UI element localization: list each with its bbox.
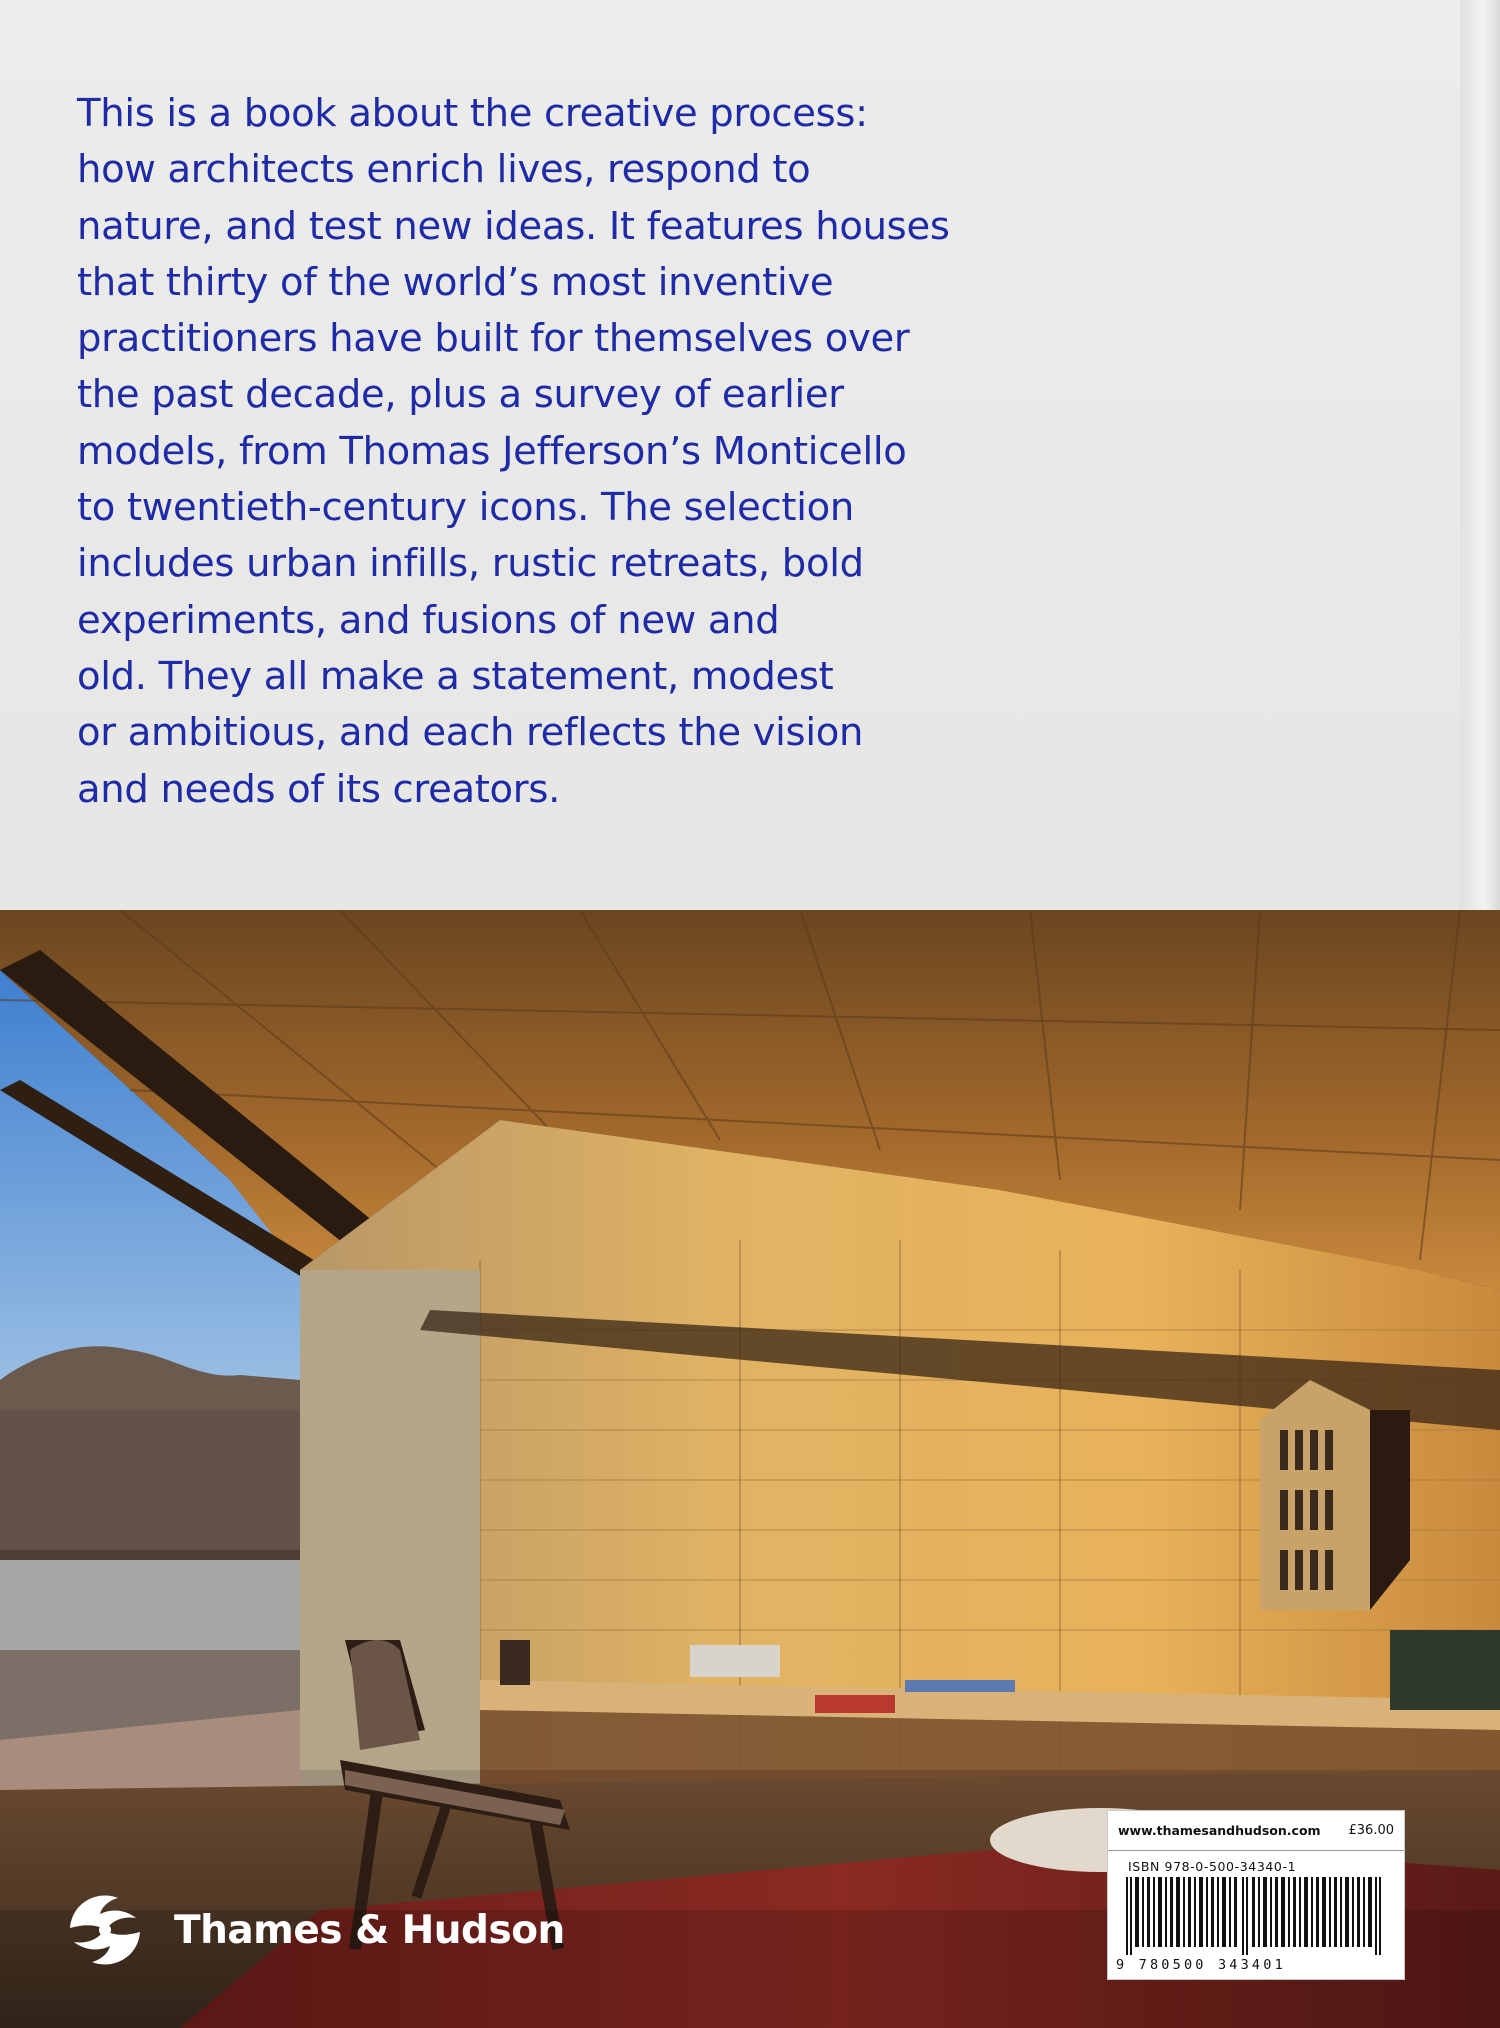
publisher-website: www.thamesandhudson.com [1118, 1823, 1321, 1838]
blurb-text [77, 86, 957, 818]
blurb-line: and needs of its creators. [77, 766, 561, 812]
isbn-label: ISBN 978-0-500-34340-1 [1128, 1859, 1297, 1874]
publisher-name: Thames & Hudson [174, 1907, 565, 1953]
blurb-line: practitioners have built for themselves over [77, 316, 910, 362]
blurb-line: This is a book about the creative process: [77, 91, 868, 136]
blurb-line: models, from Thomas Jefferson’s Monticello [77, 428, 907, 474]
blurb-line: the past decade, plus a survey of earlier [77, 372, 844, 418]
dolphins-logo-icon [50, 1880, 160, 1980]
blurb-line: old. They all make a statement, modest [77, 653, 834, 699]
blurb-line: or ambitious, and each reflects the vision [77, 710, 864, 756]
barcode-header [1108, 1811, 1404, 1851]
blurb-line: to twentieth-century icons. The selection [77, 485, 854, 531]
barcode-icon [1124, 1877, 1388, 1955]
price-label: £36.00 [1348, 1823, 1394, 1838]
publisher-logo [50, 1880, 565, 1980]
barcode-panel [1107, 1810, 1405, 1980]
blurb-line: nature, and test new ideas. It features houses [77, 203, 950, 249]
blurb-line: how architects enrich lives, respond to [77, 147, 811, 193]
barcode-digits: 9 780500 343401 [1116, 1957, 1286, 1973]
blurb-line: experiments, and fusions of new and [77, 597, 780, 643]
blurb-line: that thirty of the world’s most inventive [77, 259, 834, 305]
blurb-line: includes urban infills, rustic retreats, bold [77, 541, 864, 587]
spine-edge [1460, 0, 1500, 910]
